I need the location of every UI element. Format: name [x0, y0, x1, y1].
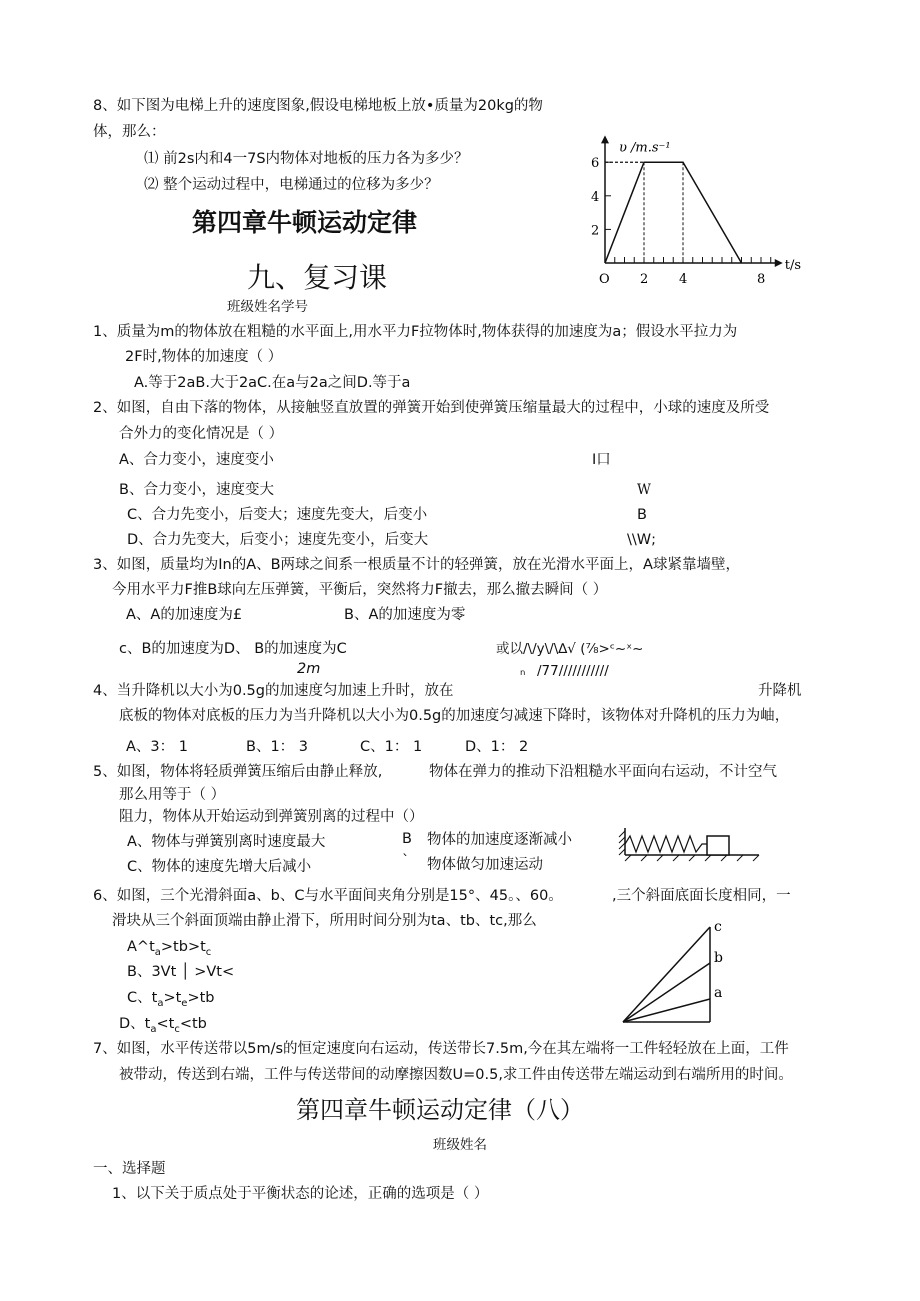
q3-line2: 今用水平力F推B球向左压弹簧，平衡后，突然将力F撤去，那么撤去瞬间（ ）: [112, 582, 608, 598]
q1-line2: 2F时,物体的加速度（ ）: [125, 349, 283, 365]
incline-b: [623, 963, 710, 1022]
inclines-figure: [615, 915, 730, 1030]
q6-line1a: 6、如图，三个光滑斜面a、b、C与水平面间夹角分别是15°、45。、60。: [93, 888, 563, 904]
chapter2-title: 第四章牛顿运动定律（八）: [296, 1096, 584, 1124]
q6-line1b: ,三个斜面底面长度相同，一: [612, 888, 791, 904]
incline-a: [623, 999, 710, 1022]
q2-figure-label-1: I口: [592, 452, 611, 468]
q5-option-b-mark: B: [402, 831, 412, 847]
q5-line2: 那么用等于（ ）: [119, 787, 226, 803]
x-tick-label: 8: [757, 272, 766, 287]
q4-line1: 4、当升降机以大小为0.5g的加速度匀加速上升时，放在: [93, 683, 454, 699]
q3-option-c: c、B的加速度为D、 B的加速度为C: [119, 641, 347, 657]
q5-line1a: 5、如图，物体将轻质弹簧压缩后由静止释放,: [93, 764, 383, 780]
q5-line3: 阻力，物体从开始运动到弹簧别离的过程中（）: [119, 809, 424, 825]
q6-option-b: B、3Vt │ >Vt<: [127, 964, 235, 980]
q2-option-d: D、合力先变大，后变小；速度先变小，后变大: [127, 532, 429, 548]
q5-option-d: 物体做匀加速运动: [427, 857, 543, 873]
incline-c: [623, 927, 710, 1022]
q6-line2: 滑块从三个斜面顶端由静止滑下，所用时间分别为ta、tb、tc,那么: [112, 913, 537, 929]
q3-figure-label-2: /77///////////: [537, 663, 609, 679]
q4-option-a: A、3： 1: [126, 739, 188, 755]
q2-figure-label-4: \\W;: [627, 532, 656, 548]
section-heading: 一、选择题: [93, 1161, 166, 1177]
x-axis-arrow: [775, 259, 783, 267]
q4-option-b: B、1： 3: [246, 739, 309, 755]
spring-block-figure: [617, 822, 762, 862]
y-tick-label: 2: [591, 223, 600, 239]
q8-line1: 8、如下图为电梯上升的速度图象,假设电梯地板上放•质量为20kg的物: [93, 98, 543, 114]
q8-sub2: ⑵ 整个运动过程中，电梯通过的位移为多少？: [144, 177, 439, 193]
chart-ticks: [591, 156, 771, 287]
q2-line1: 2、如图，自由下落的物体，从接触竖直放置的弹簧开始到使弹簧压缩量最大的过程中，小球的速度及所受: [93, 400, 770, 416]
incline-label-a: a: [714, 985, 723, 1001]
q5-line1b: 物体在弹力的推动下沿粗糙水平面向右运动，不计空气: [429, 764, 777, 780]
series-line-v: [605, 162, 742, 263]
q2-line2: 合外力的变化情况是（ ）: [119, 426, 284, 442]
chapter-subtitle: 九、复习课: [247, 261, 388, 294]
class-name-line: 班级姓名学号: [227, 299, 308, 315]
y-axis-arrow: [601, 135, 609, 143]
q3-option-a: A、A的加速度为£: [126, 607, 243, 623]
y-axis-label: υ /m.s⁻¹: [619, 140, 671, 156]
q3-figure-label-3: ₙ: [520, 663, 526, 679]
q3-line1: 3、如图，质量均为In的A、B两球之间系一根质量不计的轻弹簧，放在光滑水平面上，A球紧靠墙壁，: [93, 557, 740, 573]
q1-options: A.等于2aB.大于2aC.在a与2a之间D.等于a: [134, 375, 411, 391]
q5-option-c: C、物体的速度先增大后减小: [127, 859, 312, 875]
q7-line1: 7、如图，水平传送带以5m∕s的恒定速度向右运动，传送带长7.5m,今在其左端将一工件轻轻放在上面，工件: [93, 1041, 789, 1057]
q2-figure-label-3: B: [637, 507, 647, 523]
q8-line2: 体，那么：: [93, 124, 166, 140]
q4-line2: 底板的物体对底板的压力为当升降机以大小为0.5g的加速度匀减速下降时，该物体对升降机的压力为岫，: [119, 708, 790, 724]
q2-option-b: B、合力变小，速度变大: [119, 482, 274, 498]
chapter2-class-line: 班级姓名: [433, 1137, 487, 1153]
q4-option-d: D、1： 2: [465, 739, 529, 755]
y-tick-label: 4: [591, 189, 600, 205]
y-tick-label: 6: [591, 156, 600, 172]
q6-option-c: C、$t_a>t_e>tb$: [127, 990, 215, 1009]
q2-option-a: A、合力变小，速度变小: [119, 452, 274, 468]
chart-axes: [601, 135, 801, 273]
q3-option-b: B、A的加速度为零: [344, 607, 466, 623]
q3-figure-label-1: 或以/\/y\/\∆√ (⅞>ᶜ~ˣ~: [496, 641, 644, 657]
q6-option-a: $A\^{}t_a>tb>t_c$: [127, 939, 212, 958]
x-tick-label: 2: [640, 272, 649, 287]
incline-label-b: b: [714, 950, 723, 966]
q2-figure-label-2: W: [637, 482, 651, 498]
q1-line1: 1、质量为m的物体放在粗糙的水平面上,用水平力F拉物体时,物体获得的加速度为a；假设水平拉力为: [93, 324, 738, 340]
x-tick-label: 4: [679, 272, 688, 287]
x-axis-label: t/s: [784, 258, 802, 273]
q7-line2: 被带动，传送到右端，工件与传送带间的动摩擦因数U=0.5,求工件由传送带左端运动到右端所用的时间。: [119, 1067, 793, 1083]
q5-option-b: 物体的加速度逐渐减小: [427, 832, 572, 848]
q2-option-c: C、合力先变小，后变大；速度先变大，后变小: [127, 507, 428, 523]
chapter-title: 第四章牛顿运动定律: [192, 208, 418, 237]
q5-option-d-mark: ˋ: [402, 853, 410, 869]
x-tick-label: O: [599, 272, 610, 287]
q3-option-c-denominator: 2m: [297, 661, 321, 677]
q8-sub1: ⑴ 前2s内和4一7S内物体对地板的压力各为多少？: [144, 151, 469, 167]
q5-option-a: A、物体与弹簧别离时速度最大: [127, 834, 326, 850]
q4-option-c: C、1： 1: [360, 739, 423, 755]
chart-series: [605, 162, 742, 263]
velocity-time-chart: [585, 90, 840, 295]
q4-line1-right: 升降机: [758, 683, 802, 699]
section-q1: 1、以下关于质点处于平衡状态的论述，正确的选项是（ ）: [112, 1186, 489, 1202]
q6-option-d: D、$t_a<t_c<tb$: [119, 1016, 207, 1035]
incline-label-c: c: [714, 919, 722, 935]
